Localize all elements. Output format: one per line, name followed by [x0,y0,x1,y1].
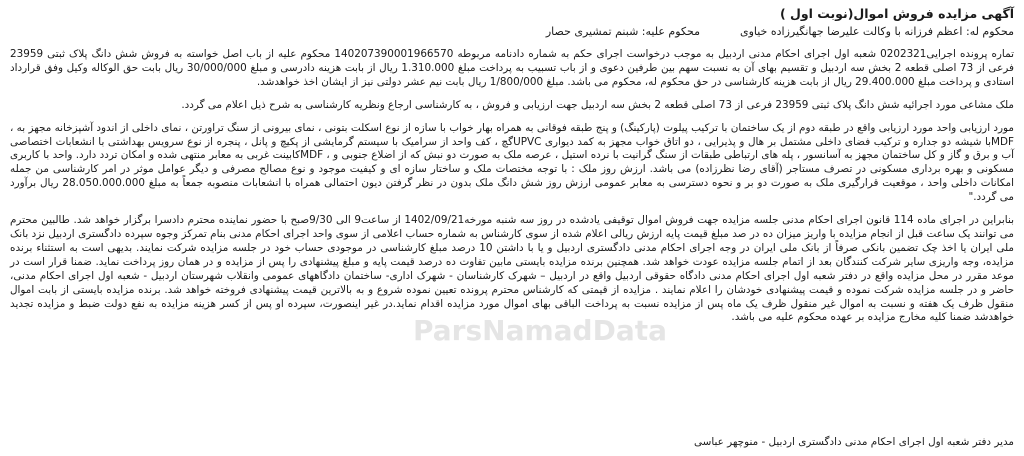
notice-title: آگهی مزایده فروش اموال(نوبت اول ) [779,6,1014,21]
parties-line [10,25,1014,38]
case-paragraph: تماره پرونده اجرایی0202321 شعبه اول اجرای احکام مدنی اردبیل به موجب درخواست اجرای حکم به شماره دادنامه مربوطه 140207390001966570 محکوم علیه از باب اصل خواسته به فروش شش دانگ پلاک ثبتی 23959 فرعی از 73 اصلی قطعه 2 بخش سه اردبیل و تقسیم بهای آن به نسبت سهم بین طرفین دعوی و از باب تسبیب به پرداخت مبلغ 1.310.000 ریال از بابت هزینه دادرسی و مبلغ 30/000/000 ریال بابت حق الوکاله وکیل وفق قرارداد استادی و پرداخت مبلغ 29.400.000 ریال از بابت هزینه کارشناسی در حق محکوم له، محکوم می باشد. مبلغ 1/800/000 ریال بابت نیم عشر دولتی نیز از ایشان اخذ خواهدشد. [10,48,1015,88]
watermark-text: ParsNamadData [413,313,667,347]
auction-terms-paragraph: بنابراین در اجرای ماده 114 قانون اجرای احکام مدنی جلسه مزایده جهت فروش اموال توقیفی یادشده در روز سه شنبه مورخه1402/09/21 از ساعت9 الی 9/30صبح با حضور نماینده محترم دادسرا برگزار خواهد شد. طالبین محترم می توانند یک ساعت قبل از انجام مزایده با واریز میزان ده در صد مبلغ قیمت پایه ارزش ریالی اعلام شده از سوی کارشناس به شماره حساب اعلامی از سوی واحد اجرای احکام مدنی بنام تمرکز وجوه سپرده دادگستری اردبیل نزد بانک ملی ایران یا اخذ چک تضمین بانکی صرفاً از بانک ملی ایران در وجه اجرای احکام مدنی دادگستری اردبیل و یا با داشتن 10 درصد مبلغ کارشناسی در موجودی حساب خود در جلسه مزایده شرکت نمایند. بدیهی است به استثناء برنده مزایده، وجه واریزی سایر شرکت کنندگان بعد از اتمام جلسه مزایده عودت خواهد شد. همچنین برنده مزایده بایستی مابین تفاوت ده درصد قیمت پایه و مبلغ پیشنهادی را پس از مزایده و در همان روز پرداخت نماید. ضمنا قرار است در موعد مقرر در محل مزایده واقع در دفتر شعبه اول اجرای احکام مدنی دادگاه حقوقی اردبیل واقع در اردبیل – شهرک کارشناسان - شهرک اداری- ساختمان دادگاههای عمومی وانقلاب شهرستان اردبیل - شعبه اول اجرای احکام مدنی، حاضر و در جلسه مزایده شرکت نموده و قیمت پیشنهادی خودشان را اعلام نمایند . مزایده از قیمتی که کارشناس محترم پرونده تعیین نموده شروع و به بالاترین قیمت پیشنهادی فروخته خواهد شد. برنده مزایده بایستی از بابت اموال منقول ظرف یک هفته و نسبت به اموال غیر منقول ظرف یک ماه پس از مزایده نسبت به پرداخت الباقی بهای اموال مورد مزایده اقدام نماید.در غیر اینصورت، سپرده او پس از کسر هزینه مزایده به نفع دولت ضبط و مزایده تجدید خواهدشد ضمنا کلیه مخارج مزایده بر عهده محکوم علیه می باشد. [10,214,1014,324]
appraisal-paragraph: مورد ارزیابی واحد مورد ارزیابی واقع در طبقه دوم از یک ساختمان با ترکیب پیلوت (پارکینگ) و پنج طبقه فوقانی به همراه بهار خواب با سازه از نوع اسکلت بتونی ، نمای بیرونی از سنگ تراورتن ، نمای داخلی از اندود آشپزخانه مجهز به ، MDFبا شیشه دو جداره و ترکیب فضای داخلی مشتمل بر هال و پذیرایی ، دو اتاق خواب مجهز به کمد دیواری UPVCگچ ، کف واحد از سرامیک با سیستم گرمایشی از پکیچ و پانل ، پنجره از نوع سرویس بهداشتی با انشعابات اختصاصی آب و برق و گاز و کل ساختمان مجهز به آسانسور ، پله های ارتباطی طبقات از سنگ گرانیت با نرده استیل ، عرصه ملک به صورت دو نبش که از اضلاع جنوبی و ، MDFکابینت غربی به معابر منتهی شده و امکان تردد دارد. واحد با کاربری مسکونی و بهره برداری مسکونی در تصرف مستاجر (آقای رضا نظرزاده) می باشد. ارزش روز ملک : با توجه مختصات ملک و ساختار سازه ای و کیفیت موجود و نوع مصالح مصرفی و دیگر عوامل موثر در امر کارشناسی من جمله امکانات داخلی واحد ، موقعیت قرارگیری ملک به صورت دو بر و نحوه دسترسی به معابر عمومی ارزش روز شش دانگ ملک بدون در نظر گرفتن دیون احتمالی همراه با انشعابات منصوبه جمعاً به مبلغ 28.050.000.000 ریال برآورد می گردد." [10,121,1014,204]
signature-line: مدیر دفتر شعبه اول اجرای احکام مدنی دادگستری اردبیل - منوچهر عباسی [693,436,1014,448]
property-paragraph: ملک مشاعی مورد اجرائیه شش دانگ پلاک ثبتی 23959 فرعی از 73 اصلی قطعه 2 بخش سه اردبیل جهت ارزیابی و فروش ، به کارشناسی ارجاع ونظریه کارشناسی به شرح ذیل اعلام می گردد. [181,98,1014,111]
defendant-label: محکوم علیه: شبنم تمشیری حصار [545,25,700,38]
plaintiff-label: محکوم له: اعظم فرزانه با وکالت علیرضا جهانگیرزاده خیاوی [739,25,1014,38]
